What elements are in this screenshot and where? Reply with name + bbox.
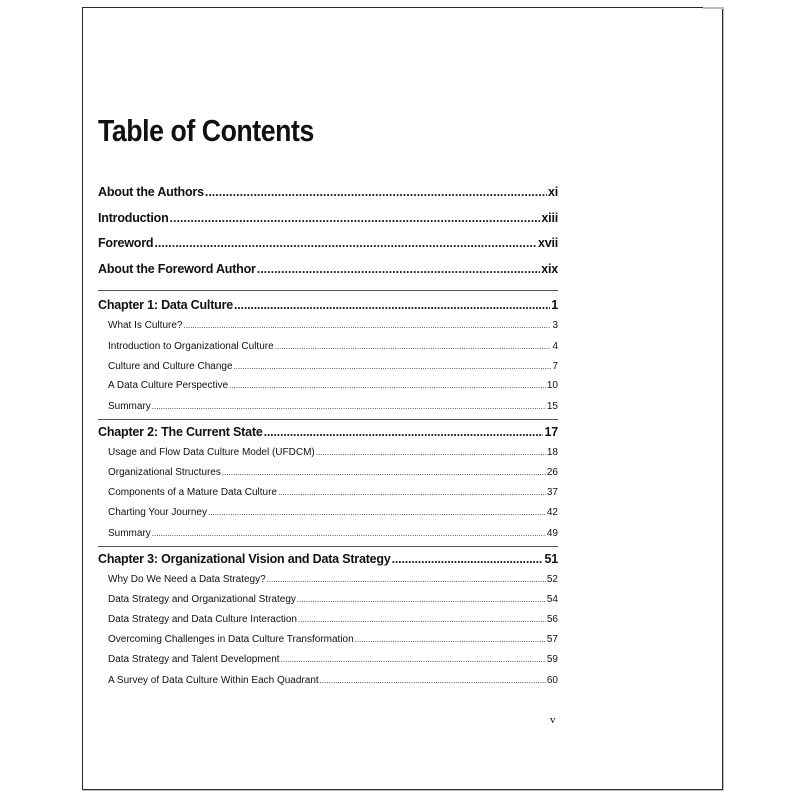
toc-section bbox=[108, 528, 558, 539]
section-page: 52 bbox=[546, 574, 558, 585]
section-page: 59 bbox=[546, 654, 558, 665]
section-label: Summary bbox=[108, 528, 151, 539]
section-label: Overcoming Challenges in Data Culture Transformation bbox=[108, 634, 354, 645]
section-page: 60 bbox=[546, 675, 558, 686]
dot-leader bbox=[222, 468, 546, 477]
page-title: Table of Contents bbox=[98, 113, 314, 148]
section-page: 37 bbox=[546, 487, 558, 498]
chapter-label: Chapter 1: Data Culture bbox=[98, 298, 234, 312]
section-page: 15 bbox=[546, 401, 558, 412]
toc-section bbox=[108, 487, 558, 498]
toc-section bbox=[108, 574, 558, 585]
dot-leader bbox=[229, 381, 546, 390]
section-label: Why Do We Need a Data Strategy? bbox=[108, 574, 266, 585]
toc-section bbox=[108, 507, 558, 518]
dot-leader bbox=[275, 342, 552, 351]
toc-chapter-2 bbox=[98, 425, 558, 439]
dot-leader bbox=[316, 448, 546, 457]
toc-section bbox=[108, 675, 558, 686]
dot-leader bbox=[355, 635, 546, 644]
toc-entry-about-the-authors bbox=[98, 185, 558, 199]
dot-leader bbox=[281, 655, 546, 664]
toc-section bbox=[108, 361, 558, 372]
toc-section bbox=[108, 594, 558, 605]
toc-entry-page: xi bbox=[547, 185, 558, 199]
dot-leader bbox=[320, 676, 546, 685]
dot-leader bbox=[170, 211, 541, 225]
toc-entry-label: Foreword bbox=[98, 236, 154, 250]
dot-leader bbox=[392, 552, 544, 566]
toc-entry-label: About the Authors bbox=[98, 185, 204, 199]
chapter-divider bbox=[98, 546, 558, 547]
toc-section bbox=[108, 467, 558, 478]
section-page: 4 bbox=[552, 341, 558, 352]
chapter-page: 17 bbox=[544, 425, 558, 439]
dot-leader bbox=[205, 185, 547, 199]
dot-leader bbox=[297, 595, 546, 604]
section-divider bbox=[98, 290, 558, 291]
page-number: v bbox=[550, 714, 556, 726]
section-label: Introduction to Organizational Culture bbox=[108, 341, 274, 352]
section-page: 18 bbox=[546, 447, 558, 458]
toc-chapter-3 bbox=[98, 552, 558, 566]
dot-leader bbox=[154, 236, 537, 250]
section-label: Culture and Culture Change bbox=[108, 361, 233, 372]
dot-leader bbox=[234, 362, 552, 371]
chapter-page: 1 bbox=[551, 298, 558, 312]
chapter-label: Chapter 2: The Current State bbox=[98, 425, 263, 439]
dot-leader bbox=[278, 488, 546, 497]
section-page: 56 bbox=[546, 614, 558, 625]
dot-leader bbox=[208, 508, 546, 517]
section-page: 26 bbox=[546, 467, 558, 478]
chapter-page: 51 bbox=[544, 552, 558, 566]
toc-entry-page: xvii bbox=[537, 236, 558, 250]
toc-entry-label: Introduction bbox=[98, 211, 169, 225]
section-label: Data Strategy and Organizational Strategy bbox=[108, 594, 296, 605]
toc-entry-page: xiii bbox=[541, 211, 558, 225]
toc-section bbox=[108, 341, 558, 352]
toc-section bbox=[108, 634, 558, 645]
toc-entry-foreword bbox=[98, 236, 558, 250]
section-label: A Data Culture Perspective bbox=[108, 380, 229, 391]
dot-leader bbox=[267, 575, 546, 584]
section-label: Charting Your Journey bbox=[108, 507, 207, 518]
dot-leader bbox=[152, 402, 546, 411]
toc-section bbox=[108, 320, 558, 331]
dot-leader bbox=[298, 615, 546, 624]
section-page: 54 bbox=[546, 594, 558, 605]
toc-entry-label: About the Foreword Author bbox=[98, 262, 256, 276]
section-page: 7 bbox=[552, 361, 558, 372]
section-label: Components of a Mature Data Culture bbox=[108, 487, 277, 498]
toc-section bbox=[108, 654, 558, 665]
toc-section bbox=[108, 401, 558, 412]
dot-leader bbox=[257, 262, 541, 276]
section-label: Data Strategy and Data Culture Interaction bbox=[108, 614, 297, 625]
toc-entry-page: xix bbox=[541, 262, 558, 276]
section-page: 3 bbox=[552, 320, 558, 331]
toc-section bbox=[108, 380, 558, 391]
toc-section bbox=[108, 614, 558, 625]
section-label: Organizational Structures bbox=[108, 467, 221, 478]
section-page: 10 bbox=[546, 380, 558, 391]
chapter-label: Chapter 3: Organizational Vision and Data Strategy bbox=[98, 552, 391, 566]
section-label: What Is Culture? bbox=[108, 320, 183, 331]
toc-section bbox=[108, 447, 558, 458]
chapter-divider bbox=[98, 419, 558, 420]
section-label: A Survey of Data Culture Within Each Quadrant bbox=[108, 675, 319, 686]
dot-leader bbox=[152, 529, 546, 538]
section-label: Data Strategy and Talent Development bbox=[108, 654, 280, 665]
toc-entry-about-foreword-author bbox=[98, 262, 558, 276]
section-page: 49 bbox=[546, 528, 558, 539]
page-corner-mark bbox=[703, 7, 724, 9]
dot-leader bbox=[264, 425, 544, 439]
section-label: Summary bbox=[108, 401, 151, 412]
toc-entry-introduction bbox=[98, 211, 558, 225]
dot-leader bbox=[183, 321, 551, 330]
dot-leader bbox=[234, 298, 550, 312]
section-page: 57 bbox=[546, 634, 558, 645]
toc-chapter-1 bbox=[98, 298, 558, 312]
section-page: 42 bbox=[546, 507, 558, 518]
section-label: Usage and Flow Data Culture Model (UFDCM) bbox=[108, 447, 315, 458]
